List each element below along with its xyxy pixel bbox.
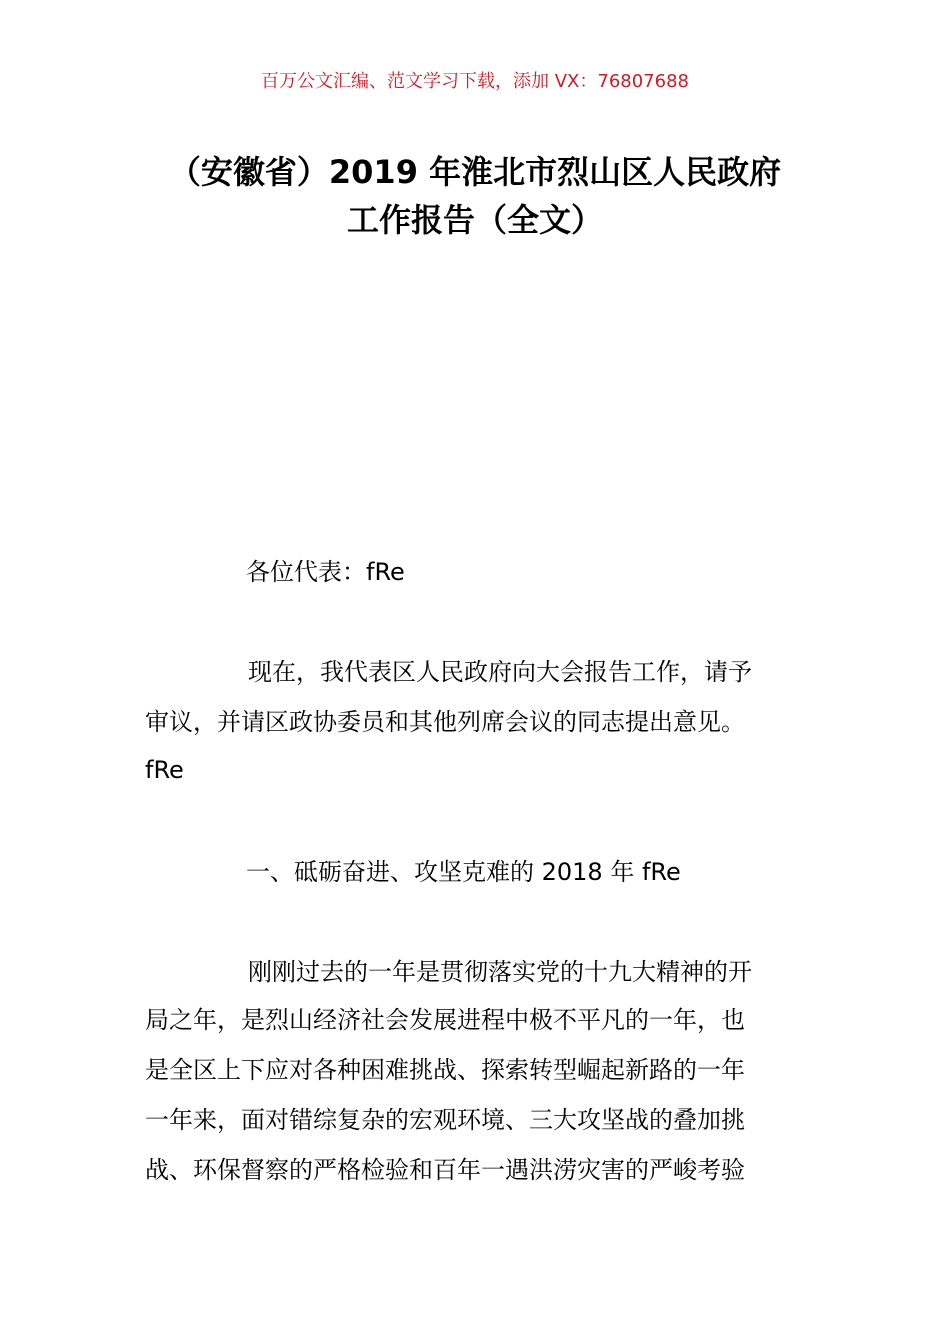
intro-line: fRe	[145, 756, 184, 784]
paragraph-line: 战、环保督察的严格检验和百年一遇洪涝灾害的严峻考验	[145, 1156, 745, 1184]
document-title-line-1: （安徽省）2019 年淮北市烈山区人民政府	[168, 153, 782, 191]
header-watermark: 百万公文汇编、范文学习下载，添加 VX：76807688	[261, 71, 689, 92]
paragraph-line: 是全区上下应对各种困难挑战、探索转型崛起新路的一年	[145, 1056, 745, 1084]
intro-line: 现在，我代表区人民政府向大会报告工作，请予	[248, 658, 752, 686]
document-title-line-2: 工作报告（全文）	[346, 201, 603, 239]
intro-line: 审议，并请区政协委员和其他列席会议的同志提出意见。	[145, 708, 745, 736]
paragraph-line: 刚刚过去的一年是贯彻落实党的十九大精神的开	[248, 958, 752, 986]
paragraph-line: 一年来，面对错综复杂的宏观环境、三大攻坚战的叠加挑	[145, 1106, 745, 1134]
paragraph-line: 局之年，是烈山经济社会发展进程中极不平凡的一年，也	[145, 1006, 745, 1034]
salutation: 各位代表：fRe	[246, 558, 405, 586]
section-heading: 一、砥砺奋进、攻坚克难的 2018 年 fRe	[246, 858, 681, 886]
